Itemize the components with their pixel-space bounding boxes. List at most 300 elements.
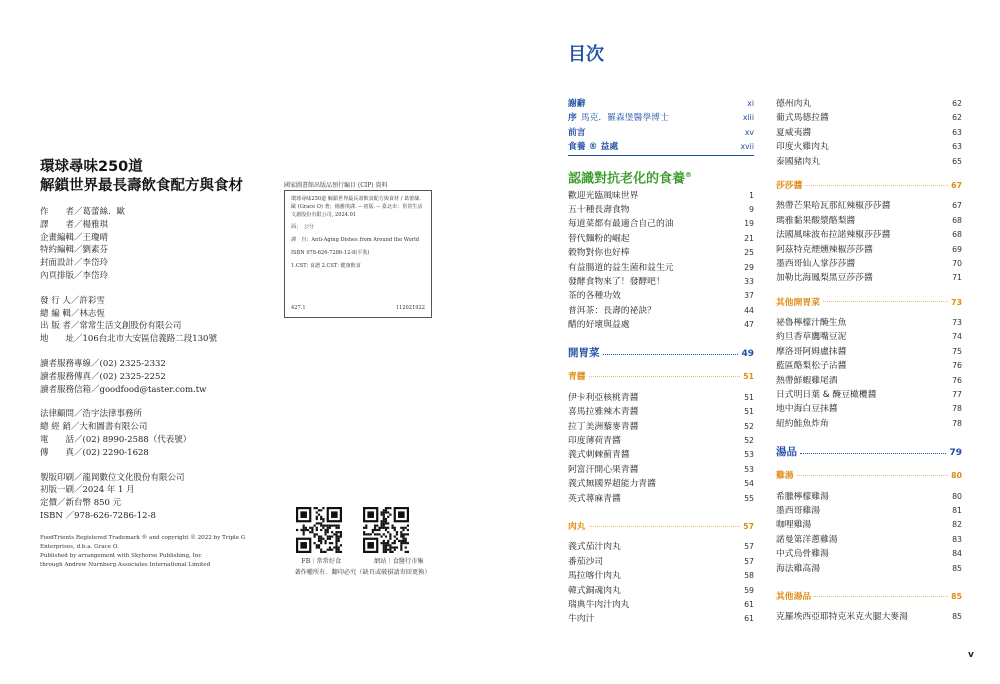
toc-page-number: 73 (952, 318, 962, 328)
toc-leader (672, 117, 740, 118)
book-title (40, 158, 243, 196)
toc-page-number: 85 (952, 563, 962, 573)
toc-leader (814, 596, 948, 597)
spacer (568, 505, 754, 519)
toc-leader (876, 248, 949, 249)
toc-entry-title: 摩洛哥阿姆盧抹醬 (776, 346, 847, 357)
toc-page-number: 65 (952, 156, 962, 166)
toc-page-number: xi (747, 99, 754, 108)
part-title (568, 164, 754, 188)
toc-page-number: 78 (952, 404, 962, 414)
toc-entry-title: 中式烏骨雞湯 (776, 549, 829, 560)
book-title-line1: 環球尋味250道 (40, 159, 143, 175)
toc-entry[interactable] (568, 519, 754, 533)
toc-column-right (776, 96, 962, 624)
toc-leader (659, 309, 741, 310)
spacer (568, 331, 754, 345)
toc-page-number: 53 (744, 464, 754, 474)
toc-leader (641, 397, 741, 398)
toc-entry[interactable] (776, 198, 962, 212)
toc-leader (893, 205, 949, 206)
toc-page-number: 76 (952, 361, 962, 371)
toc-entry[interactable] (776, 609, 962, 623)
toc-entry[interactable] (568, 433, 754, 447)
toc-entry-title: 莎莎醬 (776, 180, 803, 191)
toc-entry-title: 印度薄荷青醬 (568, 436, 621, 447)
toc-leader (589, 103, 745, 104)
toc-entry-title: 瑞典牛肉汁肉丸 (568, 599, 630, 610)
toc-entry[interactable] (568, 260, 754, 274)
toc-page-number: 57 (743, 521, 754, 531)
toc-entry[interactable] (776, 125, 962, 139)
credit-line: 發 行 人／許彩雪 (40, 295, 105, 306)
toc-leader (911, 616, 949, 617)
toc-entry[interactable] (568, 369, 754, 383)
toc-entry[interactable] (776, 489, 962, 503)
toc-entry-title: 茶的各種功效 (568, 291, 621, 302)
toc-page-number: 62 (952, 99, 962, 108)
toc-page-number: 58 (744, 571, 754, 581)
toc-page-number: 71 (952, 273, 962, 283)
toc-page-number: 67 (952, 201, 962, 211)
toc-entry[interactable] (776, 295, 962, 309)
toc-entry[interactable] (776, 401, 962, 415)
toc-leader (858, 219, 949, 220)
toc-page-number: 68 (952, 215, 962, 225)
toc-page-number: 51 (744, 392, 754, 402)
toc-leader (621, 146, 737, 147)
toc-entry[interactable] (568, 202, 754, 216)
spacer (776, 575, 962, 589)
cip-footer (291, 305, 425, 313)
toc-entry[interactable] (568, 539, 754, 553)
website-qr-code[interactable] (363, 507, 409, 553)
toc-leader (797, 475, 949, 476)
toc-entry[interactable] (568, 317, 754, 331)
toc-page-number: 77 (952, 390, 962, 400)
toc-page-number: 21 (744, 233, 754, 243)
toc-page-number: 49 (741, 349, 754, 360)
toc-page-number: 47 (744, 320, 754, 330)
toc-entry-title: 馬拉喀什肉丸 (568, 571, 621, 582)
toc-leader (641, 425, 741, 426)
copyright-line: Enterprises, d.b.a. Grace O. (40, 544, 119, 550)
credit-line: 定價／新台幣 850 元 (40, 498, 122, 509)
toc-entry[interactable] (568, 216, 754, 230)
toc-leader (624, 546, 741, 547)
toc-leader (849, 322, 949, 323)
toc-entry-title: 肉丸 (568, 521, 586, 532)
spacer (776, 430, 962, 444)
credit-line: 傳 真／(02) 2290-1628 (40, 447, 149, 458)
book-title-line2: 解鎖世界最長壽飲食配方與食材 (40, 178, 243, 194)
toc-entry-title: 墨西哥仙人掌莎莎醬 (776, 258, 856, 269)
copyright-line: FoodTrients Registered Trademark ® and copyright © 2022 by Triple G (40, 535, 246, 541)
toc-entry[interactable] (776, 270, 962, 284)
qr-label-web: 網站｜食醫行市集 (374, 558, 424, 565)
toc-leader (589, 376, 741, 377)
cip-lines (291, 196, 425, 271)
toc-entry-title: 伊卡利亞核桃青醬 (568, 392, 639, 403)
toc-leader (814, 103, 949, 104)
toc-rule (568, 155, 754, 156)
toc-page-number: 19 (744, 219, 754, 229)
toc-entry[interactable] (776, 315, 962, 329)
toc-entry-title: 其他湯品 (776, 591, 812, 602)
toc-leader (805, 185, 948, 186)
toc-page-number: 62 (952, 113, 962, 123)
toc-leader (800, 453, 946, 454)
toc-page-number: 63 (952, 127, 962, 137)
toc-entry-title: 普洱茶：長壽的祕訣？ (568, 305, 656, 316)
toc-page-number: 80 (951, 471, 962, 481)
toc-page-number: 73 (951, 297, 962, 307)
cip-line: 環球尋味250道 解鎖世界最長壽飲食配方與食材 / 葛蕾絲．歐 (Grace O) 著；楊雅琪譯. -- 初版. -- 臺北市：常常生活文創股份有限公司, 2024.01 (291, 196, 425, 218)
toc-entry[interactable] (568, 125, 754, 139)
toc-entry[interactable] (568, 345, 754, 363)
toc-leader (659, 483, 741, 484)
toc-entry[interactable] (568, 139, 754, 153)
toc-entry[interactable] (776, 517, 962, 531)
credits-group (40, 206, 217, 283)
toc-entry[interactable] (776, 416, 962, 430)
toc-entry-title: 前言 (568, 127, 586, 138)
toc-entry[interactable] (776, 139, 962, 153)
toc-entry[interactable] (776, 96, 962, 110)
toc-entry[interactable] (776, 503, 962, 517)
toc-entry-title: 諾曼第洋蔥雞湯 (776, 534, 838, 545)
toc-leader (823, 160, 949, 161)
toc-page-number: 61 (744, 599, 754, 609)
toc-entry[interactable] (568, 231, 754, 245)
toc-entry-title: 五十種長壽食物 (568, 204, 630, 215)
toc-leader (841, 538, 949, 539)
toc-entry-title: 英式蕁麻青醬 (568, 493, 621, 504)
toc-leader (633, 604, 741, 605)
registered-mark: ® (685, 170, 693, 179)
toc-entry-title: 約旦香草鷹嘴豆泥 (776, 332, 847, 343)
credit-line: 讀者服務專線／(02) 2325-2332 (40, 358, 166, 369)
credit-line: 地 址／106台北市大安區信義路二段130號 (40, 334, 217, 345)
toc-entry[interactable] (776, 256, 962, 270)
cip-line: 面； 公分 (291, 224, 314, 231)
toc-leader (589, 526, 741, 527)
toc-leader (589, 131, 742, 132)
credit-line: 譯 者／楊雅琪 (40, 219, 109, 230)
credit-line: 總 編 輯／林志恆 (40, 308, 105, 319)
toc-entry[interactable] (568, 554, 754, 568)
toc-entry-title: 咖哩雞湯 (776, 520, 812, 531)
toc-leader (597, 618, 741, 619)
toc-entry-title: 穀物對你也好棒 (568, 248, 630, 259)
toc-entry[interactable] (776, 561, 962, 575)
toc-entry-title: 發酵食物來了！發酵吧！ (568, 276, 665, 287)
toc-entry[interactable] (568, 245, 754, 259)
toc-entry[interactable] (776, 329, 962, 343)
toc-leader (841, 379, 949, 380)
toc-entry[interactable] (568, 188, 754, 202)
cip-class: 427.1 (291, 305, 306, 312)
toc-page-number: 51 (744, 407, 754, 417)
qr-labels (285, 556, 440, 578)
toc-entry-subtitle: 馬克．羅森堡醫學博士 (580, 113, 669, 124)
toc-entry-title: 醋的好壞與益處 (568, 320, 630, 331)
toc-entry-title: 湯品 (776, 446, 797, 459)
toc-entry[interactable] (568, 583, 754, 597)
credit-line: 特約編輯／劉素芬 (40, 245, 109, 256)
toc-page-number: 53 (744, 450, 754, 460)
toc-page-number: 69 (952, 244, 962, 254)
toc-entry[interactable] (776, 154, 962, 168)
toc-entry-title: 葡式馬德拉醬 (776, 113, 829, 124)
credit-line: 製版印刷／龍岡數位文化股份有限公司 (40, 472, 185, 483)
toc-leader (814, 524, 949, 525)
cip-line: 譯 自：Anti-Aging Dishes from Around the World (291, 237, 420, 244)
toc-leader (633, 237, 741, 238)
credit-line: 電 話／(02) 8990-2588（代表號） (40, 434, 192, 445)
credit-line: 封面設計／李岱玲 (40, 258, 109, 269)
toc-page-number: 57 (744, 542, 754, 552)
toc-page-number: 63 (952, 142, 962, 152)
toc-leader (832, 495, 949, 496)
toc-entry[interactable] (776, 546, 962, 560)
toc-page-number: 52 (744, 436, 754, 446)
toc-leader (823, 567, 949, 568)
copyright-line: Published by arrangement with Skyhorse Publishing, Inc (40, 553, 202, 559)
toc-page-number: 9 (749, 204, 754, 214)
credits-block (40, 206, 217, 535)
credits-group (40, 472, 217, 523)
credit-line: 出 版 者／常常生活文創股份有限公司 (40, 321, 182, 332)
toc-page-number: 44 (744, 305, 754, 315)
toc-entry-title: 番茄沙司 (568, 556, 604, 567)
toc-entry-title: 替代麵粉的崛起 (568, 233, 630, 244)
toc-page-number: 59 (744, 585, 754, 595)
part-title-text: 認識對抗老化的食養 (568, 170, 686, 186)
toc-leader (633, 209, 746, 210)
toc-entry-title: 食養 ® 益處 (568, 142, 619, 153)
copyright-notice (40, 534, 250, 570)
toc-page-number: 25 (744, 248, 754, 258)
toc-entry[interactable] (568, 96, 754, 110)
credit-line: 初版一刷／2024 年 1 月 (40, 485, 135, 496)
toc-entry-title: 青醬 (568, 372, 586, 383)
toc-entry-title: 雞湯 (776, 471, 794, 482)
toc-entry-title: 印度火雞肉丸 (776, 142, 829, 153)
toc-leader (624, 589, 741, 590)
toc-entry[interactable] (776, 213, 962, 227)
toc-page-number: 52 (744, 421, 754, 431)
toc-entry-title: 謝辭 (568, 99, 586, 109)
toc-leader (832, 553, 949, 554)
toc-column-left (568, 96, 754, 626)
toc-leader (876, 277, 949, 278)
toc-page-number: 33 (744, 276, 754, 286)
toc-entry-title: 阿富汗開心果青醬 (568, 464, 639, 475)
toc-leader (603, 354, 739, 355)
credit-line: 讀者服務傳真／(02) 2325-2252 (40, 371, 166, 382)
toc-entry-title: 德州肉丸 (776, 99, 812, 109)
toc-leader (624, 440, 741, 441)
toc-leader (641, 194, 746, 195)
toc-entry[interactable] (776, 178, 962, 192)
toc-leader (823, 510, 949, 511)
toc-entry-title: 藍區酪梨松子沾醬 (776, 361, 847, 372)
cip-line: 1.CST: 食譜 2.CST: 健康飲食 (291, 262, 361, 269)
toc-page-number: 85 (952, 612, 962, 622)
toc-leader (633, 252, 741, 253)
toc-leader (858, 263, 949, 264)
toc-entry-title: 克羅埃西亞耶特克米克火腿大麥湯 (776, 612, 908, 623)
toc-page-number: 75 (952, 346, 962, 356)
toc-leader (677, 266, 742, 267)
toc-entry[interactable] (568, 110, 754, 124)
toc-page-number: 74 (952, 332, 962, 342)
cip-heading: 國家圖書館出版品預行編目 (CIP) 資料 (284, 182, 388, 189)
toc-leader (841, 408, 949, 409)
toc-entry[interactable] (568, 419, 754, 433)
toc-entry-title: 歡迎光臨風味世界 (568, 190, 639, 201)
toc-entry-title: 瑪雅黏果酸漿酪梨醬 (776, 215, 856, 226)
toc-entry[interactable] (568, 303, 754, 317)
toc-leader (832, 146, 949, 147)
toc-entry-title: 加勒比海鳳梨黑豆莎莎醬 (776, 273, 873, 284)
toc-leader (823, 301, 948, 302)
toc-page-number: 84 (952, 549, 962, 559)
toc-title: 目次 (568, 44, 604, 65)
toc-entry-title: 希臘檸檬雞湯 (776, 491, 829, 502)
toc-entry-title: 夏威夷醬 (776, 127, 812, 138)
credit-line: 讀者服務信箱／goodfood@taster.com.tw (40, 384, 207, 395)
toc-entry[interactable] (568, 447, 754, 461)
toc-page-number: 80 (952, 491, 962, 501)
toc-entry-title: 阿茲特克煙燻辣椒莎莎醬 (776, 244, 873, 255)
toc-entry-title: 泰國豬肉丸 (776, 156, 820, 167)
toc-entry[interactable] (776, 373, 962, 387)
toc-entry[interactable] (776, 344, 962, 358)
toc-page-number: 55 (744, 493, 754, 503)
toc-entry-title: 熱帶鮮蝦雞尾酒 (776, 375, 838, 386)
toc-entry-title: 其他開胃菜 (776, 297, 820, 308)
cip-box (284, 190, 432, 318)
toc-entry[interactable] (568, 491, 754, 505)
toc-page-number: xvii (740, 142, 754, 152)
toc-page-number: 82 (952, 520, 962, 530)
toc-entry[interactable] (776, 242, 962, 256)
credits-group (40, 295, 217, 346)
toc-entry-title: 拉丁美洲藜麥青醬 (568, 421, 639, 432)
toc-leader (668, 281, 741, 282)
toc-page-number: 51 (743, 372, 754, 382)
toc-entry-title: 牛肉汁 (568, 614, 595, 625)
cip-line: ISBN 978-626-7286-12-8(平裝) (291, 249, 370, 256)
toc-entry-title: 紐約鮭魚炸角 (776, 418, 829, 429)
credit-line: 總 經 銷／大和圖書有限公司 (40, 422, 148, 433)
toc-entry-title: 義式刺棘薊青醬 (568, 450, 630, 461)
toc-page-number: 79 (949, 448, 962, 459)
toc-page-number: 70 (952, 258, 962, 268)
credits-group (40, 358, 217, 396)
fb-qr-code[interactable] (296, 507, 342, 553)
toc-entry-title: 海法雞高湯 (776, 563, 820, 574)
toc-entry[interactable] (568, 288, 754, 302)
toc-leader (624, 575, 741, 576)
qr-label-fb: FB｜常常好食 (301, 558, 342, 565)
toc-entry[interactable] (568, 462, 754, 476)
toc-entry[interactable] (776, 358, 962, 372)
copyright-line: through Andrew Nurnberg Associates International Limited (40, 562, 211, 568)
toc-entry[interactable] (568, 568, 754, 582)
page-number: v (968, 650, 974, 660)
toc-page-number: 68 (952, 230, 962, 240)
toc-entry[interactable] (776, 589, 962, 603)
toc-entry-title: 韓式銅魂肉丸 (568, 585, 621, 596)
toc-entry[interactable] (568, 597, 754, 611)
toc-page-number: xv (744, 127, 754, 137)
toc-entry-title: 日式明日葉 & 醃豆橄欖醬 (776, 390, 877, 401)
toc-leader (832, 423, 949, 424)
toc-leader (849, 351, 949, 352)
toc-entry[interactable] (776, 387, 962, 401)
toc-leader (893, 234, 949, 235)
toc-leader (633, 454, 741, 455)
toc-entry[interactable] (568, 274, 754, 288)
toc-entry[interactable] (776, 532, 962, 546)
rights-notice: 著作權所有．翻印必究（缺頁或破損請寄回更換） (294, 569, 431, 576)
toc-page-number: 29 (744, 262, 754, 272)
toc-entry[interactable] (776, 110, 962, 124)
toc-page-number: 78 (952, 418, 962, 428)
toc-entry[interactable] (776, 227, 962, 241)
toc-leader (633, 324, 741, 325)
toc-page-number: 1 (749, 190, 754, 200)
toc-page-number: 37 (744, 291, 754, 301)
toc-entry[interactable] (568, 390, 754, 404)
toc-entry-title: 墨西哥雞湯 (776, 505, 820, 516)
toc-leader (641, 469, 741, 470)
toc-entry-title: 開胃菜 (568, 347, 600, 360)
toc-entry-title: 法國風味波布拉諾辣椒莎莎醬 (776, 230, 891, 241)
toc-entry-title: 每道菜都有最適合自己的油 (568, 219, 674, 230)
toc-leader (606, 560, 741, 561)
toc-leader (849, 365, 949, 366)
credit-line: 企畫編輯／王瓊晴 (40, 232, 109, 243)
toc-page-number: 61 (744, 614, 754, 624)
toc-entry[interactable] (568, 404, 754, 418)
toc-page-number: xiii (742, 113, 754, 123)
credit-line: 內頁排版／李岱玲 (40, 270, 109, 281)
toc-page-number: 85 (951, 591, 962, 601)
toc-leader (677, 223, 742, 224)
spacer (776, 285, 962, 295)
toc-leader (641, 411, 741, 412)
toc-entry-title: 序 馬克．羅森堡醫學博士 (568, 113, 669, 124)
credits-group (40, 408, 217, 459)
toc-leader (814, 131, 949, 132)
toc-entry-title: 喜馬拉雅辣木青醬 (568, 407, 639, 418)
toc-entry[interactable] (776, 468, 962, 482)
toc-page-number: 54 (744, 479, 754, 489)
toc-leader (879, 394, 949, 395)
toc-entry[interactable] (776, 444, 962, 462)
toc-page-number: 81 (952, 505, 962, 515)
toc-leader (624, 295, 741, 296)
toc-entry-title: 義式無國界超能力青醬 (568, 479, 656, 490)
toc-entry[interactable] (568, 611, 754, 625)
spacer (776, 168, 962, 178)
toc-entry[interactable] (568, 476, 754, 490)
toc-page-number: 83 (952, 534, 962, 544)
